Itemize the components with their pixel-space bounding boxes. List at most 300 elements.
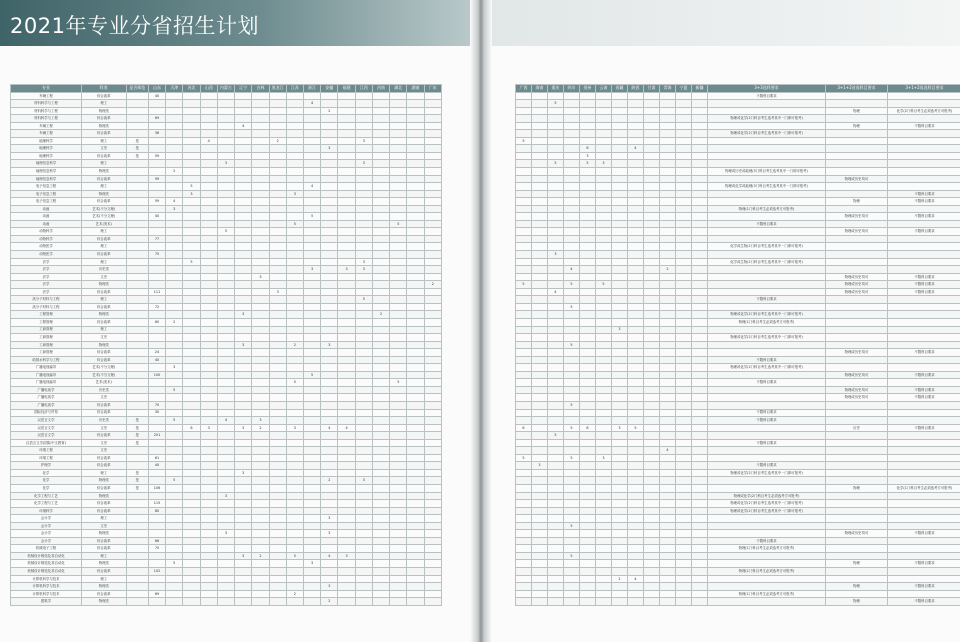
table-cell: 物理类 — [81, 530, 126, 538]
table-cell — [235, 145, 252, 153]
table-cell: 物理类 — [81, 107, 126, 115]
table-cell — [252, 349, 269, 357]
table-cell — [826, 417, 888, 425]
table-cell — [826, 318, 888, 326]
table-cell: 3 — [321, 515, 338, 523]
table-cell — [304, 590, 321, 598]
table-cell: 建筑学 — [11, 598, 82, 606]
table-cell — [217, 213, 234, 221]
table-cell: 艺术(不分文理) — [81, 213, 126, 221]
table-cell — [708, 266, 826, 274]
table-cell — [235, 515, 252, 523]
table-row — [516, 417, 960, 425]
table-cell — [826, 537, 888, 545]
table-cell — [548, 115, 564, 123]
table-cell — [564, 439, 580, 447]
table-cell — [269, 371, 286, 379]
table-cell — [148, 469, 165, 477]
table-cell — [183, 228, 200, 236]
table-cell — [126, 235, 148, 243]
table-cell — [235, 168, 252, 176]
table-cell: 艺术(美术) — [81, 220, 126, 228]
table-cell — [252, 296, 269, 304]
table-cell — [628, 530, 644, 538]
table-cell — [252, 122, 269, 130]
table-cell — [516, 537, 532, 545]
table-cell: 物理(1门科目考生必须选考方可报考) — [708, 568, 826, 576]
table-cell: 3 — [304, 560, 321, 568]
table-cell — [166, 130, 183, 138]
table-cell — [269, 447, 286, 455]
table-cell — [390, 432, 407, 440]
table-cell — [660, 432, 676, 440]
table-cell — [321, 205, 338, 213]
table-cell — [580, 401, 596, 409]
table-cell — [580, 454, 596, 462]
table-cell — [708, 251, 826, 259]
table-cell — [564, 175, 580, 183]
table-cell — [692, 568, 708, 576]
table-cell — [596, 273, 612, 281]
table-row — [11, 152, 442, 160]
table-cell — [888, 575, 960, 583]
table-cell: 2 — [286, 590, 303, 598]
table-cell — [390, 356, 407, 364]
table-cell — [424, 334, 441, 342]
table-row — [11, 107, 442, 115]
table-cell — [304, 537, 321, 545]
table-cell — [564, 273, 580, 281]
table-cell — [338, 213, 355, 221]
table-cell — [564, 318, 580, 326]
table-cell — [269, 394, 286, 402]
table-cell — [676, 484, 692, 492]
table-cell — [200, 454, 217, 462]
table-cell — [269, 243, 286, 251]
table-cell — [826, 469, 888, 477]
table-cell — [355, 469, 372, 477]
table-row — [11, 484, 442, 492]
table-cell — [532, 137, 548, 145]
table-cell — [183, 583, 200, 591]
table-cell — [355, 507, 372, 515]
table-cell — [235, 235, 252, 243]
table-cell — [628, 288, 644, 296]
table-cell: 2 — [321, 598, 338, 606]
table-cell — [166, 537, 183, 545]
table-cell — [407, 115, 424, 123]
table-cell — [628, 152, 644, 160]
table-cell — [126, 281, 148, 289]
table-cell — [200, 281, 217, 289]
table-cell: 物理类 — [81, 190, 126, 198]
table-cell: 物理或历史均可 — [826, 228, 888, 236]
table-cell — [532, 409, 548, 417]
table-cell — [390, 477, 407, 485]
table-cell — [644, 522, 660, 530]
table-cell — [708, 122, 826, 130]
table-cell — [580, 228, 596, 236]
table-cell — [338, 152, 355, 160]
column-header: 贵州 — [580, 85, 596, 93]
table-cell — [183, 318, 200, 326]
table-cell — [424, 296, 441, 304]
table-cell: 3 — [321, 341, 338, 349]
table-row — [516, 560, 960, 568]
table-cell: 广播电视学 — [11, 386, 82, 394]
table-cell — [217, 334, 234, 342]
table-cell — [286, 386, 303, 394]
table-cell — [148, 334, 165, 342]
table-cell — [252, 522, 269, 530]
table-cell — [235, 273, 252, 281]
table-row — [516, 145, 960, 153]
table-cell: 不限科目要求 — [888, 190, 960, 198]
table-cell — [304, 288, 321, 296]
table-cell — [126, 371, 148, 379]
table-cell — [304, 364, 321, 372]
table-row — [516, 137, 960, 145]
table-row — [11, 318, 442, 326]
table-cell — [660, 130, 676, 138]
table-cell — [628, 296, 644, 304]
table-cell — [235, 266, 252, 274]
table-cell — [532, 356, 548, 364]
table-cell — [888, 296, 960, 304]
table-cell: 理工 — [81, 469, 126, 477]
table-cell — [148, 522, 165, 530]
table-cell — [660, 243, 676, 251]
table-cell: 69 — [148, 590, 165, 598]
table-cell — [612, 447, 628, 455]
table-cell — [166, 432, 183, 440]
table-cell — [644, 484, 660, 492]
table-cell — [183, 568, 200, 576]
table-cell — [200, 484, 217, 492]
table-cell — [148, 281, 165, 289]
table-cell — [708, 145, 826, 153]
table-cell — [564, 394, 580, 402]
table-cell — [286, 251, 303, 259]
table-cell — [235, 462, 252, 470]
table-cell — [252, 447, 269, 455]
column-header: 青海 — [660, 85, 676, 93]
table-cell — [217, 220, 234, 228]
table-cell — [692, 477, 708, 485]
table-cell — [338, 326, 355, 334]
table-cell — [372, 281, 389, 289]
table-cell — [660, 296, 676, 304]
table-row — [516, 341, 960, 349]
column-header: 安徽 — [321, 85, 338, 93]
column-header: 江苏 — [286, 85, 303, 93]
table-row — [11, 379, 442, 387]
table-cell — [596, 356, 612, 364]
table-row — [11, 545, 442, 553]
table-cell — [166, 175, 183, 183]
table-cell — [269, 160, 286, 168]
table-cell — [644, 243, 660, 251]
table-cell: 3 — [548, 251, 564, 259]
table-cell — [676, 92, 692, 100]
table-cell — [338, 507, 355, 515]
table-cell — [516, 243, 532, 251]
table-cell — [407, 379, 424, 387]
table-cell — [286, 492, 303, 500]
table-cell — [516, 349, 532, 357]
table-cell: 24 — [148, 349, 165, 357]
table-cell — [390, 130, 407, 138]
table-cell — [826, 296, 888, 304]
table-cell: 3 — [200, 424, 217, 432]
table-cell — [596, 183, 612, 191]
table-cell — [692, 296, 708, 304]
table-cell — [708, 288, 826, 296]
table-cell — [304, 160, 321, 168]
table-cell — [200, 198, 217, 206]
table-cell — [644, 251, 660, 259]
table-cell — [252, 137, 269, 145]
table-cell — [596, 235, 612, 243]
table-cell — [183, 160, 200, 168]
table-cell — [390, 190, 407, 198]
table-cell — [252, 515, 269, 523]
table-cell — [564, 228, 580, 236]
table-cell — [372, 266, 389, 274]
column-header: 浙江 — [304, 85, 321, 93]
table-row — [11, 386, 442, 394]
table-cell — [676, 394, 692, 402]
table-row — [11, 100, 442, 108]
table-cell — [321, 349, 338, 357]
table-cell — [532, 386, 548, 394]
table-cell — [355, 107, 372, 115]
table-cell — [338, 447, 355, 455]
table-cell — [612, 243, 628, 251]
table-cell — [407, 424, 424, 432]
table-cell — [321, 590, 338, 598]
table-cell — [269, 198, 286, 206]
table-cell — [516, 168, 532, 176]
table-cell — [660, 364, 676, 372]
table-cell — [166, 235, 183, 243]
table-cell — [390, 273, 407, 281]
table-cell — [321, 371, 338, 379]
table-cell — [424, 394, 441, 402]
table-cell: 不限科目要求 — [708, 379, 826, 387]
table-cell — [321, 190, 338, 198]
table-cell — [676, 522, 692, 530]
table-cell — [372, 598, 389, 606]
table-cell — [390, 160, 407, 168]
table-cell: 历史类 — [81, 266, 126, 274]
table-cell: 物理或历史均可 — [826, 273, 888, 281]
table-cell — [612, 190, 628, 198]
table-cell — [564, 243, 580, 251]
column-header: 河北 — [183, 85, 200, 93]
table-cell — [644, 288, 660, 296]
table-cell — [424, 552, 441, 560]
table-cell: 广播电视学 — [11, 401, 82, 409]
table-cell — [888, 341, 960, 349]
table-cell: 不限科目要求 — [888, 530, 960, 538]
table-cell — [166, 220, 183, 228]
table-cell — [252, 130, 269, 138]
table-cell: 不限科目要求 — [708, 537, 826, 545]
table-cell — [628, 115, 644, 123]
table-cell — [564, 432, 580, 440]
table-cell — [407, 522, 424, 530]
table-cell: 不限科目要求 — [888, 560, 960, 568]
table-cell — [338, 386, 355, 394]
table-cell — [407, 552, 424, 560]
table-cell — [660, 552, 676, 560]
table-cell — [580, 560, 596, 568]
table-cell — [516, 145, 532, 153]
table-cell — [126, 115, 148, 123]
table-cell — [200, 590, 217, 598]
table-cell — [532, 341, 548, 349]
table-cell: 综合改革 — [81, 432, 126, 440]
table-cell: 物理 — [826, 560, 888, 568]
table-cell — [628, 243, 644, 251]
table-cell — [355, 122, 372, 130]
table-cell — [888, 552, 960, 560]
table-cell: 工程管理 — [11, 318, 82, 326]
table-cell — [235, 500, 252, 508]
table-cell — [372, 152, 389, 160]
table-cell — [564, 296, 580, 304]
table-cell: 8 — [580, 424, 596, 432]
table-cell — [321, 334, 338, 342]
table-cell — [321, 168, 338, 176]
table-cell: 工程管理 — [11, 311, 82, 319]
table-cell — [338, 251, 355, 259]
table-cell — [564, 590, 580, 598]
table-cell — [676, 492, 692, 500]
table-cell — [644, 598, 660, 606]
table-cell — [269, 522, 286, 530]
table-cell — [321, 122, 338, 130]
table-cell — [252, 243, 269, 251]
table-cell — [532, 326, 548, 334]
table-cell — [532, 168, 548, 176]
table-cell — [166, 258, 183, 266]
table-cell — [390, 228, 407, 236]
table-cell — [516, 386, 532, 394]
table-cell: 5 — [390, 379, 407, 387]
table-cell: 2 — [321, 477, 338, 485]
table-cell — [407, 386, 424, 394]
table-cell: 物理或化学(2门科目考生选考其中一门即可报考) — [708, 334, 826, 342]
table-cell — [269, 552, 286, 560]
table-cell: 不限科目要求 — [888, 288, 960, 296]
table-cell — [532, 122, 548, 130]
table-cell — [269, 417, 286, 425]
table-cell: 2 — [166, 318, 183, 326]
table-cell: 护理学 — [11, 462, 82, 470]
table-cell — [564, 545, 580, 553]
table-cell — [692, 326, 708, 334]
table-cell — [826, 545, 888, 553]
table-cell — [304, 500, 321, 508]
table-cell — [548, 349, 564, 357]
table-cell — [252, 492, 269, 500]
table-row — [11, 507, 442, 515]
table-cell — [564, 469, 580, 477]
table-cell — [126, 394, 148, 402]
column-header: 新疆 — [692, 85, 708, 93]
table-cell: 物理或化学(2门科目考生选考其中一门即可报考) — [708, 130, 826, 138]
table-cell — [612, 296, 628, 304]
table-cell — [321, 545, 338, 553]
table-cell — [628, 537, 644, 545]
table-cell — [390, 311, 407, 319]
table-cell — [304, 168, 321, 176]
table-cell: 3 — [166, 205, 183, 213]
table-cell: 化学工程与工艺 — [11, 492, 82, 500]
table-cell — [269, 537, 286, 545]
table-cell — [269, 220, 286, 228]
table-cell — [217, 168, 234, 176]
table-cell — [532, 152, 548, 160]
table-cell — [676, 228, 692, 236]
table-cell — [407, 213, 424, 221]
table-cell — [580, 515, 596, 523]
table-cell — [355, 379, 372, 387]
table-cell — [596, 560, 612, 568]
table-cell — [286, 583, 303, 591]
table-cell — [612, 560, 628, 568]
column-header: 西藏 — [612, 85, 628, 93]
table-cell — [676, 318, 692, 326]
table-cell — [304, 522, 321, 530]
table-cell — [126, 349, 148, 357]
table-cell — [628, 251, 644, 259]
table-cell — [407, 409, 424, 417]
table-cell — [200, 115, 217, 123]
table-row — [11, 454, 442, 462]
table-cell — [321, 394, 338, 402]
table-cell — [355, 318, 372, 326]
table-cell — [612, 394, 628, 402]
table-cell: 电子信息工程 — [11, 190, 82, 198]
table-cell: 综合改革 — [81, 537, 126, 545]
table-cell — [183, 552, 200, 560]
table-cell — [235, 100, 252, 108]
table-cell — [692, 469, 708, 477]
table-cell: 物理(1门科目考生必须选考方可报考) — [708, 545, 826, 553]
table-cell — [660, 409, 676, 417]
table-cell — [596, 394, 612, 402]
table-cell — [217, 266, 234, 274]
table-cell: 3 — [269, 288, 286, 296]
table-row — [516, 190, 960, 198]
table-cell: 车辆工程 — [11, 122, 82, 130]
table-cell — [660, 303, 676, 311]
table-cell: 3 — [338, 552, 355, 560]
table-cell — [166, 152, 183, 160]
table-cell — [516, 447, 532, 455]
table-cell — [338, 145, 355, 153]
table-cell — [644, 220, 660, 228]
table-cell — [532, 107, 548, 115]
table-cell — [628, 507, 644, 515]
table-cell — [338, 122, 355, 130]
table-cell — [390, 469, 407, 477]
table-cell — [516, 228, 532, 236]
table-cell — [166, 190, 183, 198]
